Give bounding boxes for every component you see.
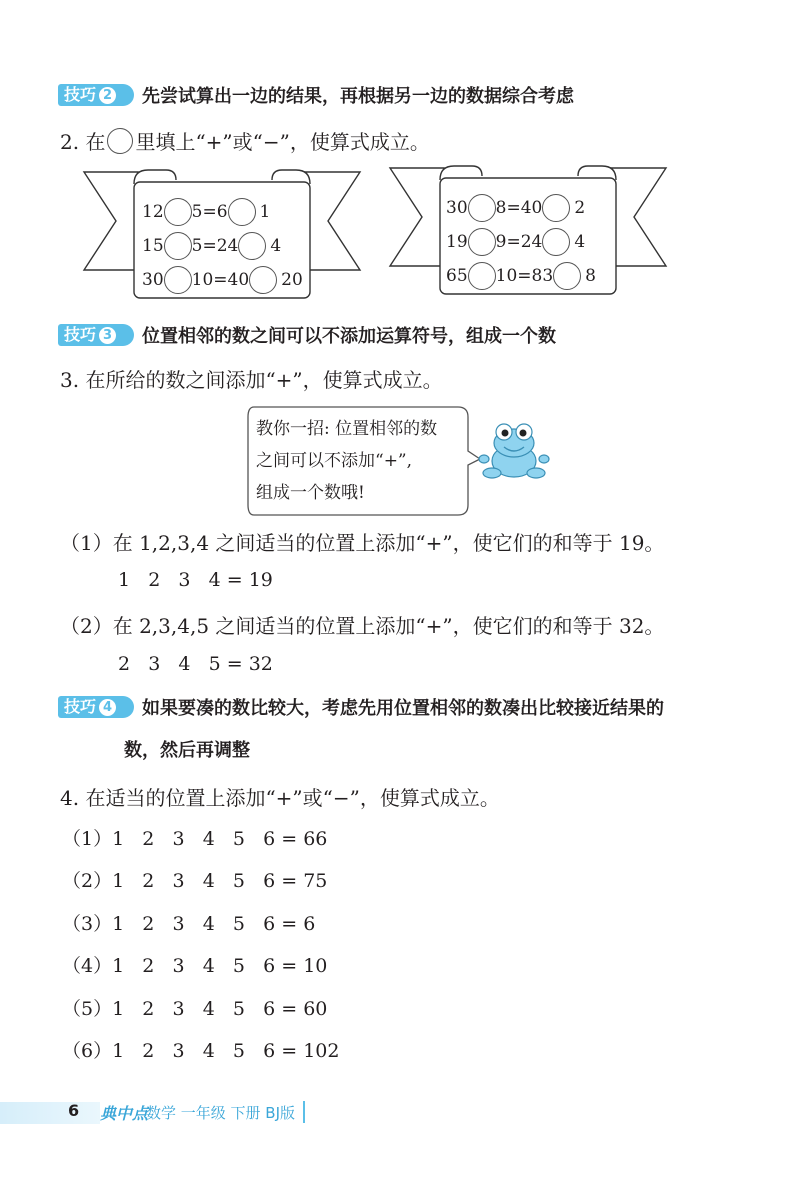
hint-text: 教你一招: 位置相邻的数 之间可以不添加“+”, 组成一个数哦! <box>256 419 438 503</box>
tip-badge: 技巧 4 <box>58 696 134 718</box>
equation-3-1: 1 2 3 4 = 19 <box>118 569 273 591</box>
equation-4-3: （3）1 2 3 4 5 6 = 6 <box>62 913 316 935</box>
brand-logo: 典中点 <box>100 1104 149 1123</box>
tip-badge: 技巧 2 <box>58 84 134 106</box>
answer-circle <box>468 262 496 290</box>
equation-4-1: （1）1 2 3 4 5 6 = 66 <box>62 828 328 850</box>
tip-badge: 技巧 3 <box>58 324 134 346</box>
book-title: 数学 一年级 下册 BJ版 <box>146 1104 296 1122</box>
tip-3 <box>58 320 556 350</box>
answer-circle <box>249 266 277 294</box>
page-number: 6 <box>68 1101 80 1120</box>
tip-4 <box>58 692 664 722</box>
answer-circle <box>553 262 581 290</box>
footer-bar <box>0 1102 100 1124</box>
frog-icon <box>478 415 550 485</box>
question-3-1: （1）在 1,2,3,4 之间适当的位置上添加“+”，使它们的和等于 19。 <box>60 531 665 555</box>
answer-circle <box>542 228 570 256</box>
question-2: 2. 在 里填上“+”或“−”，使算式成立。 <box>60 126 430 155</box>
banner-row: 19 9=24 4 <box>446 228 585 256</box>
tip-2 <box>58 80 574 110</box>
answer-circle <box>542 194 570 222</box>
answer-circle <box>228 198 256 226</box>
banner-row: 65 10=83 8 <box>446 262 596 290</box>
tip-text: 如果要凑的数比较大，考虑先用位置相邻的数凑出比较接近结果的 <box>142 698 665 719</box>
banner-row: 30 8=40 2 <box>446 194 585 222</box>
equation-3-2: 2 3 4 5 = 32 <box>118 653 273 675</box>
answer-circle <box>107 128 133 154</box>
answer-circle <box>468 228 496 256</box>
equation-4-2: （2）1 2 3 4 5 6 = 75 <box>62 870 328 892</box>
answer-circle <box>164 232 192 260</box>
answer-circle <box>468 194 496 222</box>
footer-divider <box>303 1101 305 1123</box>
answer-circle <box>164 266 192 294</box>
question-4: 4. 在适当的位置上添加“+”或“−”，使算式成立。 <box>60 786 500 810</box>
tip-text-continued: 数，然后再调整 <box>124 740 250 761</box>
hint-bubble <box>246 405 476 517</box>
banner-row: 12 5=6 1 <box>142 198 270 226</box>
equation-4-4: （4）1 2 3 4 5 6 = 10 <box>62 955 328 977</box>
banner-right <box>388 162 668 300</box>
answer-circle <box>238 232 266 260</box>
banner-row: 15 5=24 4 <box>142 232 281 260</box>
banner-row: 30 10=40 20 <box>142 266 303 294</box>
question-3-2: （2）在 2,3,4,5 之间适当的位置上添加“+”，使它们的和等于 32。 <box>60 614 665 638</box>
equation-4-5: （5）1 2 3 4 5 6 = 60 <box>62 998 328 1020</box>
answer-circle <box>164 198 192 226</box>
tip-text: 位置相邻的数之间可以不添加运算符号，组成一个数 <box>142 326 557 347</box>
equation-4-6: （6）1 2 3 4 5 6 = 102 <box>62 1040 340 1062</box>
question-3: 3. 在所给的数之间添加“+”，使算式成立。 <box>60 368 443 392</box>
banner-left <box>82 166 362 304</box>
tip-text: 先尝试算出一边的结果，再根据另一边的数据综合考虑 <box>142 86 575 107</box>
